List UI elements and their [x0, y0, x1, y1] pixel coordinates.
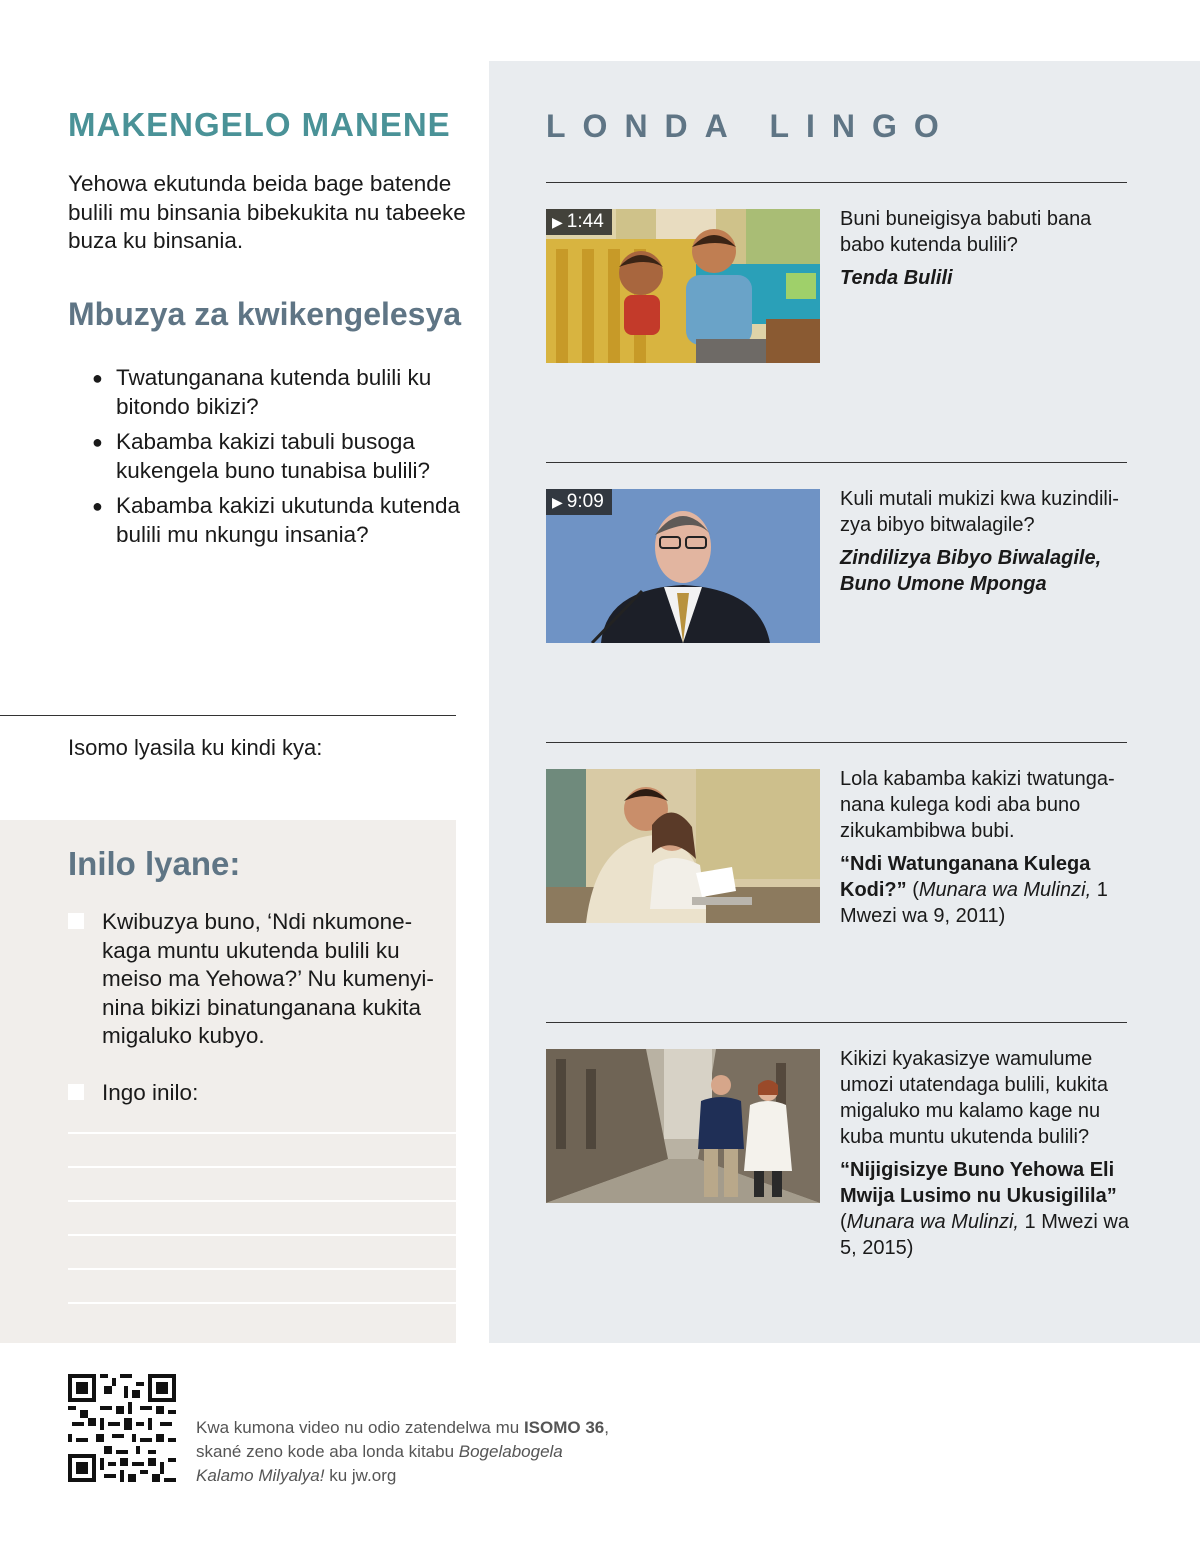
couple-walking-street-image	[546, 1049, 820, 1203]
writing-line[interactable]	[68, 1234, 456, 1236]
goal-item: Kwibuzya buno, ‘Ndi nkumone-kaga muntu ukutenda bulili ku meiso ma Yehowa?’ Nu kumenyi-nina bikizi binatunganana kukita migaluko kubyo.	[68, 908, 438, 1051]
video-thumbnail-tenda-bulili[interactable]	[546, 209, 820, 363]
article-title[interactable]: “Nijigisizye Buno Yehowa Eli Mwija Lusimo nu Ukusigilila”	[840, 1159, 1117, 1207]
divider	[546, 742, 1127, 743]
summary-text: Yehowa ekutunda beida bage batende bulili mu binsania bibekukita nu tabeeke buza ku binsania.	[68, 171, 466, 253]
article-title[interactable]: “Ndi Watunganana Kulega Kodi?”	[840, 853, 1091, 901]
explore-question: Kikizi kyakasizye wamulume umozi utatendaga bulili, kukita migaluko mu kalamo kage nu kuba muntu ukutenda bulili?	[840, 1048, 1108, 1148]
divider	[546, 1022, 1127, 1023]
writing-line[interactable]	[68, 1268, 456, 1270]
footer-instructions: Kwa kumona video nu odio zatendelwa mu ISOMO 36, skané zeno kode aba londa kitabu Bogelabogela Kalamo Milyalya! ku jw.org	[196, 1418, 609, 1485]
completed-label: Isomo lyasila ku kindi kya:	[68, 735, 323, 760]
writing-line[interactable]	[68, 1200, 456, 1202]
checkbox[interactable]	[68, 1084, 84, 1100]
goal-item-custom: Ingo inilo:	[68, 1079, 438, 1108]
play-icon: ▶	[552, 214, 563, 230]
divider	[546, 462, 1127, 463]
video-title-link[interactable]: Zindilizya Bibyo Biwalagile, Buno Umone Mponga	[840, 547, 1102, 595]
book-title: Bogelabogela Kalamo Milyalya!	[196, 1442, 563, 1485]
review-question: ● Kabamba kakizi tabuli busoga kukengela buno tunabisa bulili?	[92, 429, 430, 483]
goals-title: Inilo lyane:	[68, 845, 241, 882]
explore-question: Lola kabamba kakizi twatunga-nana kulega kodi aba buno zikukambibwa bubi.	[840, 768, 1115, 842]
bullet-icon: ●	[92, 496, 103, 516]
publication-name: Munara wa Mulinzi,	[846, 1211, 1019, 1233]
qr-code-icon[interactable]	[68, 1374, 176, 1482]
article-image-couple-walking[interactable]	[546, 1049, 820, 1203]
explore-title: LONDA LINGO	[546, 108, 956, 144]
bullet-icon: ●	[92, 432, 103, 452]
explore-question: Kuli mutali mukizi kwa kuzindili-zya bibyo bitwalagile?	[840, 488, 1119, 536]
video-duration-badge: ▶ 1:44	[546, 209, 612, 235]
article-image-couple-bills[interactable]	[546, 769, 820, 923]
writing-line[interactable]	[68, 1166, 456, 1168]
review-question-list	[92, 364, 462, 556]
article-reference[interactable]: “Ndi Watunganana Kulega Kodi?” (Munara wa Mulinzi, 1 Mwezi wa 9, 2011)	[840, 853, 1108, 927]
video-thumbnail-zindilizya[interactable]	[546, 489, 820, 643]
couple-at-table-image	[546, 769, 820, 923]
explore-question: Buni buneigisya babuti bana babo kutenda bulili?	[840, 208, 1092, 256]
video-duration-badge: ▶ 9:09	[546, 489, 612, 515]
lesson-number: ISOMO 36	[523, 1418, 605, 1437]
review-question: ● Kabamba kakizi ukutunda kutenda bulili mu nkungu insania?	[92, 493, 460, 547]
summary-title: MAKENGELO MANENE	[68, 106, 451, 143]
play-icon: ▶	[552, 494, 563, 510]
divider	[546, 182, 1127, 183]
review-title: Mbuzya za kwikengelesya	[68, 296, 462, 332]
video-title-link[interactable]: Tenda Bulili	[840, 267, 953, 289]
article-reference[interactable]: “Nijigisizye Buno Yehowa Eli Mwija Lusimo nu Ukusigilila” (Munara wa Mulinzi, 1 Mwezi wa 5, 2015)	[840, 1159, 1129, 1259]
writing-line[interactable]	[68, 1302, 456, 1304]
review-question: ● Twatunganana kutenda bulili ku bitondo bikizi?	[92, 365, 432, 419]
bullet-icon: ●	[92, 368, 103, 388]
checkbox[interactable]	[68, 913, 84, 929]
writing-line[interactable]	[68, 1132, 456, 1134]
divider	[0, 715, 456, 716]
publication-name: Munara wa Mulinzi,	[918, 879, 1092, 901]
